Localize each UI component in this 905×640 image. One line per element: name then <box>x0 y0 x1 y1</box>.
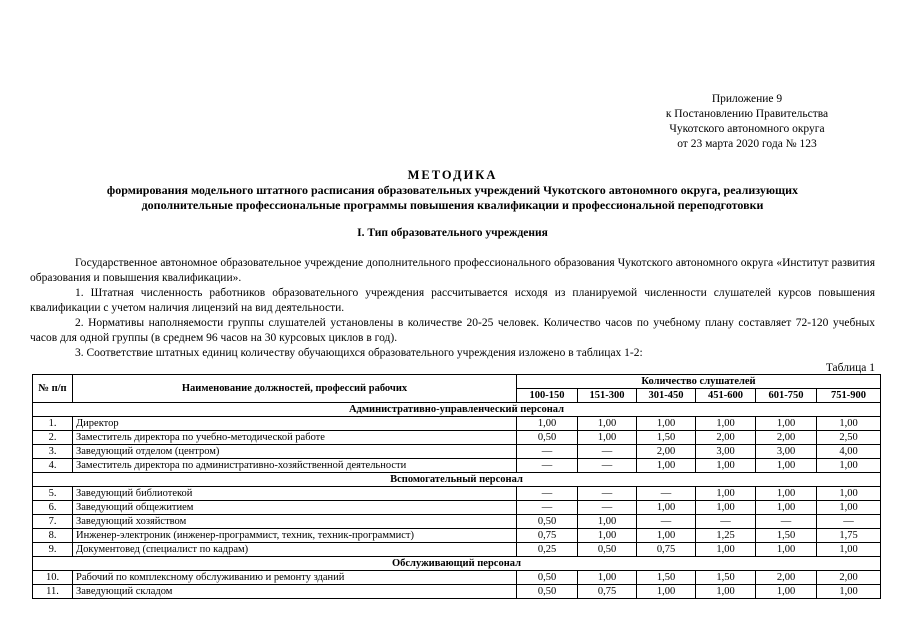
staff-units-cell: 1,00 <box>578 529 637 543</box>
paragraph: 1. Штатная численность работников образовательного учреждения рассчитывается исходя из планируемой численности слушателей курсов повышения квалификации с учетом наличия лицензий на вид деятельности. <box>30 287 875 314</box>
table-row <box>33 529 881 543</box>
staff-units-cell: — <box>517 445 578 459</box>
staff-units-cell: — <box>578 501 637 515</box>
document-title <box>40 168 865 213</box>
header-name: Наименование должностей, профессий рабочих <box>73 375 517 403</box>
staff-units-cell: 0,50 <box>578 543 637 557</box>
table-row <box>33 417 881 431</box>
staff-units-cell: — <box>637 515 696 529</box>
staff-units-cell: 2,50 <box>817 431 881 445</box>
staff-units-cell: 0,75 <box>637 543 696 557</box>
header-num: № п/п <box>33 375 73 403</box>
staff-units-cell: 1,00 <box>817 417 881 431</box>
staff-units-cell: 1,00 <box>637 585 696 599</box>
header-range: 451-600 <box>696 389 756 403</box>
header-range: 751-900 <box>817 389 881 403</box>
position-name: Заместитель директора по административно-хозяйственной деятельности <box>73 459 517 473</box>
group-title: Вспомогательный персонал <box>33 473 881 487</box>
staff-units-cell: — <box>637 487 696 501</box>
staff-units-cell: — <box>578 445 637 459</box>
row-number: 8. <box>33 529 73 543</box>
staff-units-cell: 1,00 <box>756 543 817 557</box>
staff-units-cell: 0,75 <box>578 585 637 599</box>
header-range: 100-150 <box>517 389 578 403</box>
staff-units-cell: 1,00 <box>817 585 881 599</box>
staff-units-cell: 1,50 <box>637 571 696 585</box>
staff-units-cell: 1,00 <box>817 459 881 473</box>
table-row <box>33 487 881 501</box>
staff-units-cell: 0,75 <box>517 529 578 543</box>
staff-units-cell: 1,00 <box>756 459 817 473</box>
group-title: Обслуживающий персонал <box>33 557 881 571</box>
staff-units-cell: 0,50 <box>517 431 578 445</box>
staff-units-cell: 2,00 <box>637 445 696 459</box>
row-number: 6. <box>33 501 73 515</box>
table-row <box>33 501 881 515</box>
appendix-block <box>612 92 882 152</box>
position-name: Заведующий общежитием <box>73 501 517 515</box>
appendix-line: Чукотского автономного округа <box>669 123 825 135</box>
position-name: Документовед (специалист по кадрам) <box>73 543 517 557</box>
staff-units-cell: 1,00 <box>637 417 696 431</box>
row-number: 4. <box>33 459 73 473</box>
group-title: Административно-управленческий персонал <box>33 403 881 417</box>
row-number: 1. <box>33 417 73 431</box>
staff-units-cell: — <box>817 515 881 529</box>
staff-units-cell: 2,00 <box>817 571 881 585</box>
position-name: Заведующий хозяйством <box>73 515 517 529</box>
staff-units-cell: 4,00 <box>817 445 881 459</box>
row-number: 5. <box>33 487 73 501</box>
group-row <box>33 473 881 487</box>
paragraph: Государственное автономное образовательное учреждение дополнительного профессионального образования Чукотского автономного округа «Институт развития образования и повышения квалификации». <box>30 257 875 284</box>
staff-units-cell: — <box>696 515 756 529</box>
paragraph: 2. Нормативы наполняемости группы слушателей установлены в количестве 20-25 человек. Количество часов по учебному плану составляет 72-120 учебных часов для одной группы (в среднем 96 часов на 30 курсовых циклов в год). <box>30 317 875 344</box>
position-name: Заведующий складом <box>73 585 517 599</box>
staff-units-cell: 1,00 <box>817 543 881 557</box>
staff-units-cell: 1,75 <box>817 529 881 543</box>
staff-units-cell: 0,50 <box>517 571 578 585</box>
staff-units-cell: 1,00 <box>756 501 817 515</box>
table-label: Таблица 1 <box>825 362 875 374</box>
staff-units-cell: 0,50 <box>517 515 578 529</box>
staff-units-cell: 1,50 <box>756 529 817 543</box>
header-range: 601-750 <box>756 389 817 403</box>
staff-units-cell: 1,00 <box>756 585 817 599</box>
staff-units-cell: 1,00 <box>637 501 696 515</box>
staff-units-cell: 1,00 <box>817 487 881 501</box>
group-row <box>33 557 881 571</box>
position-name: Директор <box>73 417 517 431</box>
staff-units-cell: 1,00 <box>517 417 578 431</box>
staffing-table <box>32 374 881 599</box>
staff-units-cell: 1,00 <box>696 417 756 431</box>
staff-units-cell: 1,00 <box>696 459 756 473</box>
appendix-line: от 23 марта 2020 года № 123 <box>677 138 817 150</box>
appendix-line: к Постановлению Правительства <box>665 108 829 120</box>
header-range: 301-450 <box>637 389 696 403</box>
table-row <box>33 459 881 473</box>
staff-units-cell: — <box>517 501 578 515</box>
table-row <box>33 431 881 445</box>
body-text <box>30 256 875 361</box>
title-sub: формирования модельного штатного расписания образовательных учреждений Чукотского автономного округа, реализующих <box>106 183 799 197</box>
position-name: Заместитель директора по учебно-методической работе <box>73 431 517 445</box>
position-name: Заведующий отделом (центром) <box>73 445 517 459</box>
row-number: 10. <box>33 571 73 585</box>
staff-units-cell: 1,00 <box>696 501 756 515</box>
header-range: 151-300 <box>578 389 637 403</box>
staff-units-cell: 1,00 <box>637 459 696 473</box>
staff-units-cell: 3,00 <box>696 445 756 459</box>
position-name: Заведующий библиотекой <box>73 487 517 501</box>
staff-units-cell: 1,00 <box>756 487 817 501</box>
table-row <box>33 571 881 585</box>
staff-units-cell: 1,00 <box>637 529 696 543</box>
paragraph: 3. Соответствие штатных единиц количеству обучающихся образовательного учреждения изложено в таблицах 1-2: <box>75 347 643 359</box>
title-main: МЕТОДИКА <box>407 168 498 182</box>
row-number: 11. <box>33 585 73 599</box>
staff-units-cell: 0,25 <box>517 543 578 557</box>
row-number: 2. <box>33 431 73 445</box>
staff-units-cell: 0,50 <box>517 585 578 599</box>
staff-units-cell: 2,00 <box>756 571 817 585</box>
staff-units-cell: 2,00 <box>696 431 756 445</box>
staff-units-cell: 1,50 <box>696 571 756 585</box>
header-count: Количество слушателей <box>517 375 881 389</box>
staff-units-cell: 1,00 <box>578 417 637 431</box>
staff-units-cell: — <box>578 487 637 501</box>
position-name: Инженер-электроник (инженер-программист, техник, техник-программист) <box>73 529 517 543</box>
row-number: 3. <box>33 445 73 459</box>
section-heading: I. Тип образовательного учреждения <box>357 227 548 239</box>
staff-units-cell: 1,00 <box>696 487 756 501</box>
staff-units-cell: — <box>517 487 578 501</box>
position-name: Рабочий по комплексному обслуживанию и ремонту зданий <box>73 571 517 585</box>
row-number: 7. <box>33 515 73 529</box>
staff-units-cell: 1,00 <box>756 417 817 431</box>
staff-units-cell: — <box>756 515 817 529</box>
title-sub: дополнительные профессиональные программы повышения квалификации и профессиональной переподготовки <box>141 198 764 212</box>
staff-units-cell: 2,00 <box>756 431 817 445</box>
table-body <box>33 403 881 599</box>
staff-units-cell: 1,00 <box>696 543 756 557</box>
table-row <box>33 515 881 529</box>
row-number: 9. <box>33 543 73 557</box>
appendix-line: Приложение 9 <box>711 93 783 105</box>
staff-units-cell: 1,50 <box>637 431 696 445</box>
table-row <box>33 585 881 599</box>
staff-units-cell: 1,00 <box>578 571 637 585</box>
staff-units-cell: 1,25 <box>696 529 756 543</box>
staff-units-cell: — <box>578 459 637 473</box>
table-row <box>33 445 881 459</box>
staff-units-cell: 3,00 <box>756 445 817 459</box>
staff-units-cell: 1,00 <box>817 501 881 515</box>
staff-units-cell: 1,00 <box>696 585 756 599</box>
staff-units-cell: 1,00 <box>578 431 637 445</box>
staff-units-cell: 1,00 <box>578 515 637 529</box>
table-row <box>33 543 881 557</box>
group-row <box>33 403 881 417</box>
staff-units-cell: — <box>517 459 578 473</box>
